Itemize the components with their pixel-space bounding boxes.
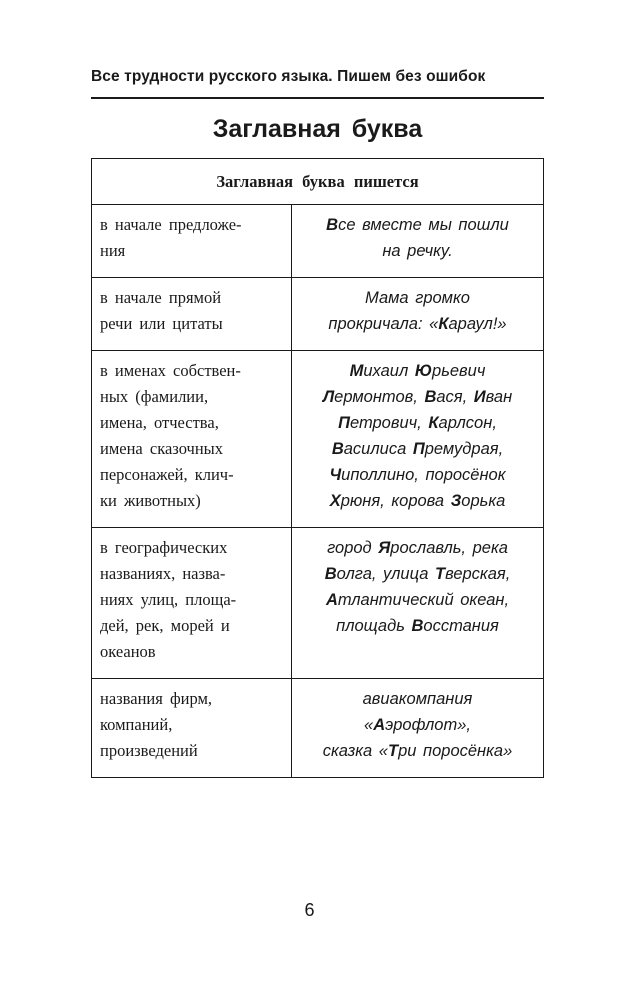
example-text: прокричала: « [328, 315, 439, 333]
table-row [92, 278, 544, 351]
example-line [298, 738, 537, 764]
rule-line: компаний, [100, 715, 173, 734]
example-text: рюня, корова [340, 492, 451, 510]
example-text: авиакомпания [362, 690, 473, 708]
example-text: Мама громко [365, 289, 470, 307]
capital-letter: А [325, 591, 338, 609]
rule-line: речи или цитаты [100, 314, 223, 333]
rule-line: в именах собствен- [100, 361, 241, 380]
rule-line: произведений [100, 741, 198, 760]
rule-line: в географических [100, 538, 228, 557]
table-row [92, 205, 544, 278]
rule-line: ния [100, 241, 126, 260]
rule-cell [92, 528, 292, 679]
example-text: « [364, 716, 374, 734]
table-row [92, 351, 544, 528]
example-text: орька [461, 492, 506, 510]
capital-letter: В [331, 440, 344, 458]
capital-letter: В [411, 617, 424, 635]
capital-letter: В [326, 216, 339, 234]
example-line [298, 462, 537, 488]
example-line [298, 384, 537, 410]
running-head: Все трудности русского языка. Пишем без ошибок [91, 68, 486, 85]
rule-cell [92, 278, 292, 351]
capital-letter: А [373, 716, 386, 734]
rule-line: ки животных) [100, 491, 201, 510]
capital-letter: П [338, 414, 350, 432]
capital-letter: П [412, 440, 425, 458]
example-text: асилиса [343, 440, 413, 458]
example-line [298, 238, 537, 264]
example-text: ремудрая, [424, 440, 504, 458]
example-cell [292, 351, 544, 528]
example-text: на речку. [382, 242, 453, 260]
example-text: етрович, [349, 414, 429, 432]
table-body [92, 205, 544, 778]
example-text: сказка « [322, 742, 388, 760]
capital-letter: Ч [329, 466, 342, 484]
capital-letter: М [349, 362, 364, 380]
example-line [298, 212, 537, 238]
capital-letter-table [91, 158, 544, 778]
example-text: олга, улица [336, 565, 435, 583]
example-line [298, 535, 537, 561]
rule-line: ниях улиц, площа- [100, 590, 237, 609]
capital-letter: Ю [414, 362, 433, 380]
rule-cell [92, 205, 292, 278]
rule-cell [92, 351, 292, 528]
example-line [298, 488, 537, 514]
example-text: иполлино, поросёнок [341, 466, 506, 484]
example-line [298, 587, 537, 613]
rule-line: названия фирм, [100, 689, 213, 708]
capital-letter: Л [322, 388, 335, 406]
example-text: тлантический океан, [337, 591, 510, 609]
example-line [298, 410, 537, 436]
example-cell [292, 205, 544, 278]
example-line [298, 285, 537, 311]
example-line [298, 561, 537, 587]
example-line [298, 436, 537, 462]
capital-letter: К [438, 315, 449, 333]
table-header: Заглавная буква пишется [92, 159, 544, 205]
example-text: эрофлот», [385, 716, 471, 734]
example-text: осстания [423, 617, 499, 635]
example-text: се вместе мы пошли [338, 216, 509, 234]
rule-line: в начале прямой [100, 288, 222, 307]
example-text: ермонтов, [334, 388, 425, 406]
header-rule [91, 97, 544, 99]
capital-letter: В [424, 388, 437, 406]
page-number: 6 [304, 900, 315, 920]
rule-line: океанов [100, 642, 156, 661]
example-text: рославль, река [390, 539, 508, 557]
capital-letter: Х [329, 492, 341, 510]
example-text: ася, [436, 388, 474, 406]
rule-line: имена сказочных [100, 439, 223, 458]
example-text: рьевич [432, 362, 486, 380]
example-line [298, 712, 537, 738]
example-text: ри поросёнка» [398, 742, 513, 760]
capital-letter: В [324, 565, 337, 583]
rule-cell [92, 679, 292, 778]
section-title: Заглавная буква [212, 115, 423, 143]
capital-letter: Т [387, 742, 399, 760]
example-text: город [327, 539, 379, 557]
example-line [298, 358, 537, 384]
rule-line: имена, отчества, [100, 413, 219, 432]
example-text: арлсон, [438, 414, 497, 432]
capital-letter: Т [434, 565, 446, 583]
rule-line: ных (фамилии, [100, 387, 209, 406]
example-text: верская, [445, 565, 511, 583]
rule-line: в начале предложе- [100, 215, 242, 234]
example-line [298, 613, 537, 639]
table-row [92, 528, 544, 679]
example-text: ихаил [363, 362, 415, 380]
example-cell [292, 528, 544, 679]
example-line [298, 311, 537, 337]
table-row [92, 679, 544, 778]
example-line [298, 686, 537, 712]
example-text: площадь [336, 617, 412, 635]
rule-line: дей, рек, морей и [100, 616, 230, 635]
example-cell [292, 679, 544, 778]
rule-line: персонажей, клич- [100, 465, 234, 484]
example-cell [292, 278, 544, 351]
capital-letter: К [428, 414, 439, 432]
capital-letter: Я [378, 539, 391, 557]
example-text: ван [485, 388, 513, 406]
capital-letter: И [473, 388, 486, 406]
example-text: араул!» [448, 315, 507, 333]
capital-letter: З [450, 492, 462, 510]
rule-line: названиях, назва- [100, 564, 226, 583]
